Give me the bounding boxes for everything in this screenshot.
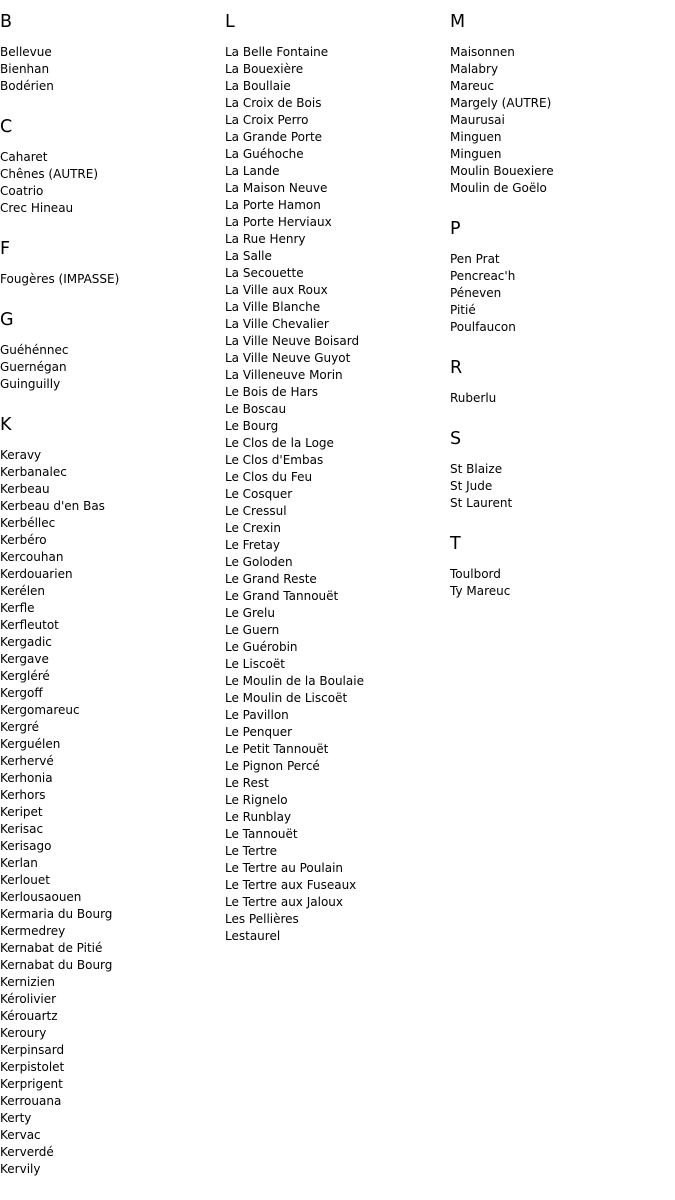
street-list-item — [450, 319, 675, 336]
street-list-item — [225, 78, 450, 95]
street-link-kerhors[interactable]: Kerhors — [0, 788, 46, 802]
street-list-item — [0, 1144, 225, 1161]
street-link-kermedrey[interactable]: Kermedrey — [0, 924, 66, 938]
letter-heading: M — [450, 12, 466, 32]
street-list-item — [225, 350, 450, 367]
street-list-item — [450, 478, 675, 495]
street-list-item — [0, 906, 225, 923]
letter-heading: L — [225, 12, 235, 32]
street-link-kerglere[interactable]: Kergléré — [0, 669, 50, 683]
street-link-le-moulin-de-liscoet[interactable]: Le Moulin de Liscoët — [225, 691, 348, 705]
street-list-item — [0, 149, 225, 166]
street-link-malabry[interactable]: Malabry — [450, 62, 499, 76]
street-list-item — [225, 367, 450, 384]
street-list-item — [225, 469, 450, 486]
street-list-item — [225, 146, 450, 163]
street-list-item — [225, 605, 450, 622]
street-list-item — [0, 166, 225, 183]
street-link-kerguelen[interactable]: Kerguélen — [0, 737, 61, 751]
street-link-la-ville-chevalier[interactable]: La Ville Chevalier — [225, 317, 329, 331]
street-link-le-crexin[interactable]: Le Crexin — [225, 521, 281, 535]
street-list-item — [225, 673, 450, 690]
street-link-kerbero[interactable]: Kerbéro — [0, 533, 47, 547]
street-link-st-laurent[interactable]: St Laurent — [450, 496, 513, 510]
street-list-item — [0, 481, 225, 498]
street-link-pen-prat[interactable]: Pen Prat — [450, 252, 500, 266]
street-link-le-tertre-aux-jaloux[interactable]: Le Tertre aux Jaloux — [225, 895, 344, 909]
street-link-pencreac-h[interactable]: Pencreac'h — [450, 269, 516, 283]
street-list-item — [0, 617, 225, 634]
street-link-le-goloden[interactable]: Le Goloden — [225, 555, 293, 569]
street-link-coatrio[interactable]: Coatrio — [0, 184, 44, 198]
street-link-kerbeau-d-en-bas[interactable]: Kerbeau d'en Bas — [0, 499, 105, 513]
street-link-kernabat-du-bourg[interactable]: Kernabat du Bourg — [0, 958, 113, 972]
letter-heading: T — [450, 534, 461, 554]
street-link-ruberlu[interactable]: Ruberlu — [450, 391, 497, 405]
street-list-item — [0, 855, 225, 872]
street-list-item — [0, 359, 225, 376]
street-link-le-grand-tannouet[interactable]: Le Grand Tannouët — [225, 589, 339, 603]
letter-group-c — [0, 117, 225, 217]
street-link-kerfleutot[interactable]: Kerfleutot — [0, 618, 59, 632]
street-list-item — [450, 78, 675, 95]
street-link-le-bourg[interactable]: Le Bourg — [225, 419, 279, 433]
street-list-item — [0, 464, 225, 481]
street-link-lestaurel[interactable]: Lestaurel — [225, 929, 281, 943]
street-link-kergadic[interactable]: Kergadic — [0, 635, 52, 649]
street-link-guernegan[interactable]: Guernégan — [0, 360, 67, 374]
street-link-kergave[interactable]: Kergave — [0, 652, 49, 666]
street-link-la-porte-hamon[interactable]: La Porte Hamon — [225, 198, 321, 212]
street-link-le-clos-de-la-loge[interactable]: Le Clos de la Loge — [225, 436, 334, 450]
street-list-item — [0, 549, 225, 566]
street-link-kermaria-du-bourg[interactable]: Kermaria du Bourg — [0, 907, 113, 921]
street-list-item — [0, 770, 225, 787]
street-list-item — [225, 503, 450, 520]
street-link-guinguilly[interactable]: Guinguilly — [0, 377, 61, 391]
street-link-caharet[interactable]: Caharet — [0, 150, 48, 164]
street-link-le-bois-de-hars[interactable]: Le Bois de Hars — [225, 385, 319, 399]
street-list-item — [450, 163, 675, 180]
street-link-la-boullaie[interactable]: La Boullaie — [225, 79, 291, 93]
street-link-la-ville-blanche[interactable]: La Ville Blanche — [225, 300, 321, 314]
street-list-item — [450, 251, 675, 268]
street-list — [0, 149, 225, 217]
street-link-la-ville-neuve-guyot[interactable]: La Ville Neuve Guyot — [225, 351, 351, 365]
street-link-kerolivier[interactable]: Kérolivier — [0, 992, 57, 1006]
letter-group-m — [450, 12, 675, 197]
street-list-item — [225, 129, 450, 146]
street-link-bellevue[interactable]: Bellevue — [0, 45, 52, 59]
street-list-item — [225, 180, 450, 197]
street-list-item — [225, 860, 450, 877]
street-link-kerherve[interactable]: Kerhervé — [0, 754, 54, 768]
street-link-le-tertre[interactable]: Le Tertre — [225, 844, 278, 858]
street-list-item — [0, 651, 225, 668]
street-link-le-grand-reste[interactable]: Le Grand Reste — [225, 572, 317, 586]
street-list-item — [225, 911, 450, 928]
street-link-le-penquer[interactable]: Le Penquer — [225, 725, 293, 739]
street-list-item — [225, 435, 450, 452]
street-link-le-tertre-au-poulain[interactable]: Le Tertre au Poulain — [225, 861, 344, 875]
street-list-item — [225, 877, 450, 894]
letter-heading: R — [450, 358, 463, 378]
street-list-item — [0, 1110, 225, 1127]
street-link-la-croix-perro[interactable]: La Croix Perro — [225, 113, 309, 127]
street-link-st-jude[interactable]: St Jude — [450, 479, 493, 493]
street-list-item — [450, 390, 675, 407]
street-list-item — [225, 656, 450, 673]
street-list-item — [0, 753, 225, 770]
street-link-le-runblay[interactable]: Le Runblay — [225, 810, 292, 824]
street-list-item — [225, 707, 450, 724]
street-list-item — [0, 991, 225, 1008]
street-link-le-cressul[interactable]: Le Cressul — [225, 504, 287, 518]
street-link-kerbeau[interactable]: Kerbeau — [0, 482, 50, 496]
street-link-toulbord[interactable]: Toulbord — [450, 567, 501, 581]
street-link-kervac[interactable]: Kervac — [0, 1128, 41, 1142]
street-list-item — [0, 1025, 225, 1042]
street-list — [450, 461, 675, 512]
street-list-item — [0, 940, 225, 957]
street-list-item — [450, 95, 675, 112]
letter-heading: F — [0, 239, 11, 259]
street-link-ty-mareuc[interactable]: Ty Mareuc — [450, 584, 511, 598]
street-list-item — [225, 401, 450, 418]
street-link-kernabat-de-pitie[interactable]: Kernabat de Pitié — [0, 941, 103, 955]
street-link-keripet[interactable]: Keripet — [0, 805, 43, 819]
street-list-item — [0, 736, 225, 753]
street-list-item — [450, 495, 675, 512]
street-link-kerouartz[interactable]: Kérouartz — [0, 1009, 58, 1023]
street-list-item — [0, 61, 225, 78]
street-list — [450, 251, 675, 336]
street-list-item — [225, 826, 450, 843]
street-list-item — [0, 532, 225, 549]
street-link-peneven[interactable]: Péneven — [450, 286, 502, 300]
street-link-moulin-de-goelo[interactable]: Moulin de Goëlo — [450, 181, 547, 195]
street-list-item — [225, 894, 450, 911]
street-link-guehennec[interactable]: Guéhénnec — [0, 343, 69, 357]
street-list-item — [0, 787, 225, 804]
street-list-item — [0, 566, 225, 583]
street-link-les-pellieres[interactable]: Les Pellières — [225, 912, 299, 926]
letter-group-s — [450, 429, 675, 512]
street-list-item — [225, 418, 450, 435]
street-link-kerfle[interactable]: Kerfle — [0, 601, 35, 615]
street-link-la-secouette[interactable]: La Secouette — [225, 266, 304, 280]
street-list-item — [0, 889, 225, 906]
index-column — [450, 0, 675, 622]
street-link-le-clos-d-embas[interactable]: Le Clos d'Embas — [225, 453, 324, 467]
street-link-pitie[interactable]: Pitié — [450, 303, 476, 317]
street-link-la-bouexiere[interactable]: La Bouexière — [225, 62, 304, 76]
street-link-la-porte-herviaux[interactable]: La Porte Herviaux — [225, 215, 332, 229]
street-link-kerisac[interactable]: Kerisac — [0, 822, 44, 836]
street-list-item — [0, 44, 225, 61]
street-link-fougeres-impasse[interactable]: Fougères (IMPASSE) — [0, 272, 120, 286]
street-link-minguen[interactable]: Minguen — [450, 130, 502, 144]
street-link-keravy[interactable]: Keravy — [0, 448, 42, 462]
street-link-kerverde[interactable]: Kerverdé — [0, 1145, 54, 1159]
street-link-la-villeneuve-morin[interactable]: La Villeneuve Morin — [225, 368, 343, 382]
street-link-crec-hineau[interactable]: Crec Hineau — [0, 201, 74, 215]
street-list-item — [225, 265, 450, 282]
letter-heading: K — [0, 415, 12, 435]
street-link-kercouhan[interactable]: Kercouhan — [0, 550, 64, 564]
street-list-item — [225, 44, 450, 61]
street-list-item — [225, 197, 450, 214]
street-link-kerlan[interactable]: Kerlan — [0, 856, 38, 870]
street-list — [450, 44, 675, 197]
street-list-item — [225, 486, 450, 503]
street-list-item — [0, 1042, 225, 1059]
street-link-margely-autre[interactable]: Margely (AUTRE) — [450, 96, 552, 110]
letter-heading: P — [450, 219, 461, 239]
letter-group-p — [450, 219, 675, 336]
street-list-item — [450, 180, 675, 197]
street-link-le-petit-tannouet[interactable]: Le Petit Tannouët — [225, 742, 329, 756]
street-link-le-fretay[interactable]: Le Fretay — [225, 538, 280, 552]
street-list-item — [0, 600, 225, 617]
street-list-item — [0, 183, 225, 200]
street-link-kergre[interactable]: Kergré — [0, 720, 40, 734]
street-list-item — [225, 316, 450, 333]
street-list-item — [450, 146, 675, 163]
street-link-kerpistolet[interactable]: Kerpistolet — [0, 1060, 65, 1074]
letter-group-b — [0, 12, 225, 95]
street-list-item — [0, 1127, 225, 1144]
street-link-keroury[interactable]: Keroury — [0, 1026, 47, 1040]
street-list-item — [450, 461, 675, 478]
letter-heading: B — [0, 12, 13, 32]
street-list-item — [225, 282, 450, 299]
street-list-item — [225, 163, 450, 180]
street-list-item — [225, 843, 450, 860]
street-list-item — [0, 1008, 225, 1025]
street-link-le-liscoet[interactable]: Le Liscoët — [225, 657, 285, 671]
street-list-item — [0, 78, 225, 95]
street-link-boderien[interactable]: Bodérien — [0, 79, 54, 93]
street-list-item — [225, 928, 450, 945]
street-list-item — [0, 702, 225, 719]
street-list-item — [225, 61, 450, 78]
street-list-item — [0, 838, 225, 855]
street-link-la-ville-aux-roux[interactable]: La Ville aux Roux — [225, 283, 328, 297]
street-list-item — [0, 957, 225, 974]
street-link-la-rue-henry[interactable]: La Rue Henry — [225, 232, 306, 246]
street-link-la-belle-fontaine[interactable]: La Belle Fontaine — [225, 45, 329, 59]
street-list-item — [0, 634, 225, 651]
letter-group-l — [225, 12, 450, 945]
street-link-kerdouarien[interactable]: Kerdouarien — [0, 567, 73, 581]
street-list-item — [0, 872, 225, 889]
street-link-le-clos-du-feu[interactable]: Le Clos du Feu — [225, 470, 313, 484]
street-list-item — [450, 112, 675, 129]
letter-heading: C — [0, 117, 13, 137]
letter-heading: S — [450, 429, 462, 449]
street-list-item — [450, 129, 675, 146]
street-list-item — [0, 1161, 225, 1178]
street-list-item — [450, 285, 675, 302]
street-list-item — [225, 333, 450, 350]
street-link-le-tertre-aux-fuseaux[interactable]: Le Tertre aux Fuseaux — [225, 878, 357, 892]
street-list-item — [0, 498, 225, 515]
street-link-kerelen[interactable]: Kerélen — [0, 584, 46, 598]
street-link-kerbellec[interactable]: Kerbéllec — [0, 516, 56, 530]
street-link-st-blaize[interactable]: St Blaize — [450, 462, 503, 476]
index-column — [225, 0, 450, 967]
street-list-item — [0, 271, 225, 288]
street-list-item — [225, 384, 450, 401]
street-list-item — [0, 804, 225, 821]
street-list-item — [225, 554, 450, 571]
street-link-kerprigent[interactable]: Kerprigent — [0, 1077, 63, 1091]
street-list-item — [225, 112, 450, 129]
street-link-kergomareuc[interactable]: Kergomareuc — [0, 703, 80, 717]
street-list-item — [225, 452, 450, 469]
street-link-le-pignon-perce[interactable]: Le Pignon Percé — [225, 759, 320, 773]
street-list-item — [450, 566, 675, 583]
street-link-kerhonia[interactable]: Kerhonia — [0, 771, 53, 785]
street-list-item — [0, 923, 225, 940]
street-list — [0, 44, 225, 95]
street-link-kerlousaouen[interactable]: Kerlousaouen — [0, 890, 82, 904]
street-link-le-moulin-de-la-boulaie[interactable]: Le Moulin de la Boulaie — [225, 674, 364, 688]
street-link-moulin-bouexiere[interactable]: Moulin Bouexiere — [450, 164, 554, 178]
street-link-kerty[interactable]: Kerty — [0, 1111, 32, 1125]
street-list-item — [225, 758, 450, 775]
street-link-la-ville-neuve-boisard[interactable]: La Ville Neuve Boisard — [225, 334, 360, 348]
street-link-kervily[interactable]: Kervily — [0, 1162, 41, 1176]
street-list — [0, 271, 225, 288]
street-list — [225, 44, 450, 945]
index-column — [0, 0, 225, 1200]
street-link-le-rest[interactable]: Le Rest — [225, 776, 269, 790]
street-list-item — [225, 95, 450, 112]
street-list-item — [225, 724, 450, 741]
street-link-la-lande[interactable]: La Lande — [225, 164, 280, 178]
street-list-item — [225, 792, 450, 809]
street-list-item — [225, 231, 450, 248]
street-link-mareuc[interactable]: Mareuc — [450, 79, 494, 93]
street-list-item — [0, 1093, 225, 1110]
street-list-item — [225, 639, 450, 656]
letter-group-t — [450, 534, 675, 600]
street-link-poulfaucon[interactable]: Poulfaucon — [450, 320, 516, 334]
street-link-maisonnen[interactable]: Maisonnen — [450, 45, 515, 59]
street-list-item — [225, 299, 450, 316]
street-list-item — [225, 741, 450, 758]
street-link-kergoff[interactable]: Kergoff — [0, 686, 43, 700]
street-link-kerpinsard[interactable]: Kerpinsard — [0, 1043, 65, 1057]
street-link-kerlouet[interactable]: Kerlouet — [0, 873, 50, 887]
street-link-la-grande-porte[interactable]: La Grande Porte — [225, 130, 323, 144]
street-link-maurusai[interactable]: Maurusai — [450, 113, 505, 127]
street-link-le-rignelo[interactable]: Le Rignelo — [225, 793, 288, 807]
street-list-item — [225, 775, 450, 792]
street-list-item — [0, 1059, 225, 1076]
street-link-kernizien[interactable]: Kernizien — [0, 975, 55, 989]
street-link-le-grelu[interactable]: Le Grelu — [225, 606, 275, 620]
street-list-item — [0, 200, 225, 217]
street-link-le-boscau[interactable]: Le Boscau — [225, 402, 287, 416]
street-list-item — [0, 447, 225, 464]
street-list-item — [225, 520, 450, 537]
street-list — [0, 447, 225, 1178]
street-list — [0, 342, 225, 393]
street-list-item — [0, 376, 225, 393]
letter-group-r — [450, 358, 675, 407]
letter-group-k — [0, 415, 225, 1178]
street-list-item — [450, 44, 675, 61]
letter-group-g — [0, 310, 225, 393]
letter-heading: G — [0, 310, 14, 330]
street-link-chenes-autre[interactable]: Chênes (AUTRE) — [0, 167, 99, 181]
street-link-minguen[interactable]: Minguen — [450, 147, 502, 161]
street-link-le-pavillon[interactable]: Le Pavillon — [225, 708, 289, 722]
street-list-item — [450, 302, 675, 319]
street-link-le-tannouet[interactable]: Le Tannouët — [225, 827, 298, 841]
street-list-item — [225, 214, 450, 231]
street-list-item — [225, 537, 450, 554]
street-list — [450, 390, 675, 407]
street-list-item — [450, 268, 675, 285]
street-list-item — [0, 685, 225, 702]
street-list-item — [225, 248, 450, 265]
street-list-item — [225, 588, 450, 605]
street-list-item — [450, 583, 675, 600]
street-list-item — [450, 61, 675, 78]
street-link-le-cosquer[interactable]: Le Cosquer — [225, 487, 293, 501]
street-list-item — [0, 974, 225, 991]
street-list-item — [0, 583, 225, 600]
street-link-kerisago[interactable]: Kerisago — [0, 839, 52, 853]
letter-group-f — [0, 239, 225, 288]
street-list-item — [225, 809, 450, 826]
street-list-item — [0, 1076, 225, 1093]
street-list — [450, 566, 675, 600]
street-list-item — [0, 719, 225, 736]
street-link-la-croix-de-bois[interactable]: La Croix de Bois — [225, 96, 322, 110]
street-list-item — [0, 515, 225, 532]
street-link-la-salle[interactable]: La Salle — [225, 249, 272, 263]
street-list-item — [225, 571, 450, 588]
street-list-item — [225, 622, 450, 639]
street-link-la-guehoche[interactable]: La Guéhoche — [225, 147, 304, 161]
street-link-la-maison-neuve[interactable]: La Maison Neuve — [225, 181, 328, 195]
street-link-le-guerobin[interactable]: Le Guérobin — [225, 640, 298, 654]
street-link-bienhan[interactable]: Bienhan — [0, 62, 50, 76]
street-list-item — [225, 690, 450, 707]
street-list-item — [0, 342, 225, 359]
street-list-item — [0, 668, 225, 685]
street-link-le-guern[interactable]: Le Guern — [225, 623, 280, 637]
street-link-kerbanalec[interactable]: Kerbanalec — [0, 465, 67, 479]
street-list-item — [0, 821, 225, 838]
street-link-kerrouana[interactable]: Kerrouana — [0, 1094, 62, 1108]
